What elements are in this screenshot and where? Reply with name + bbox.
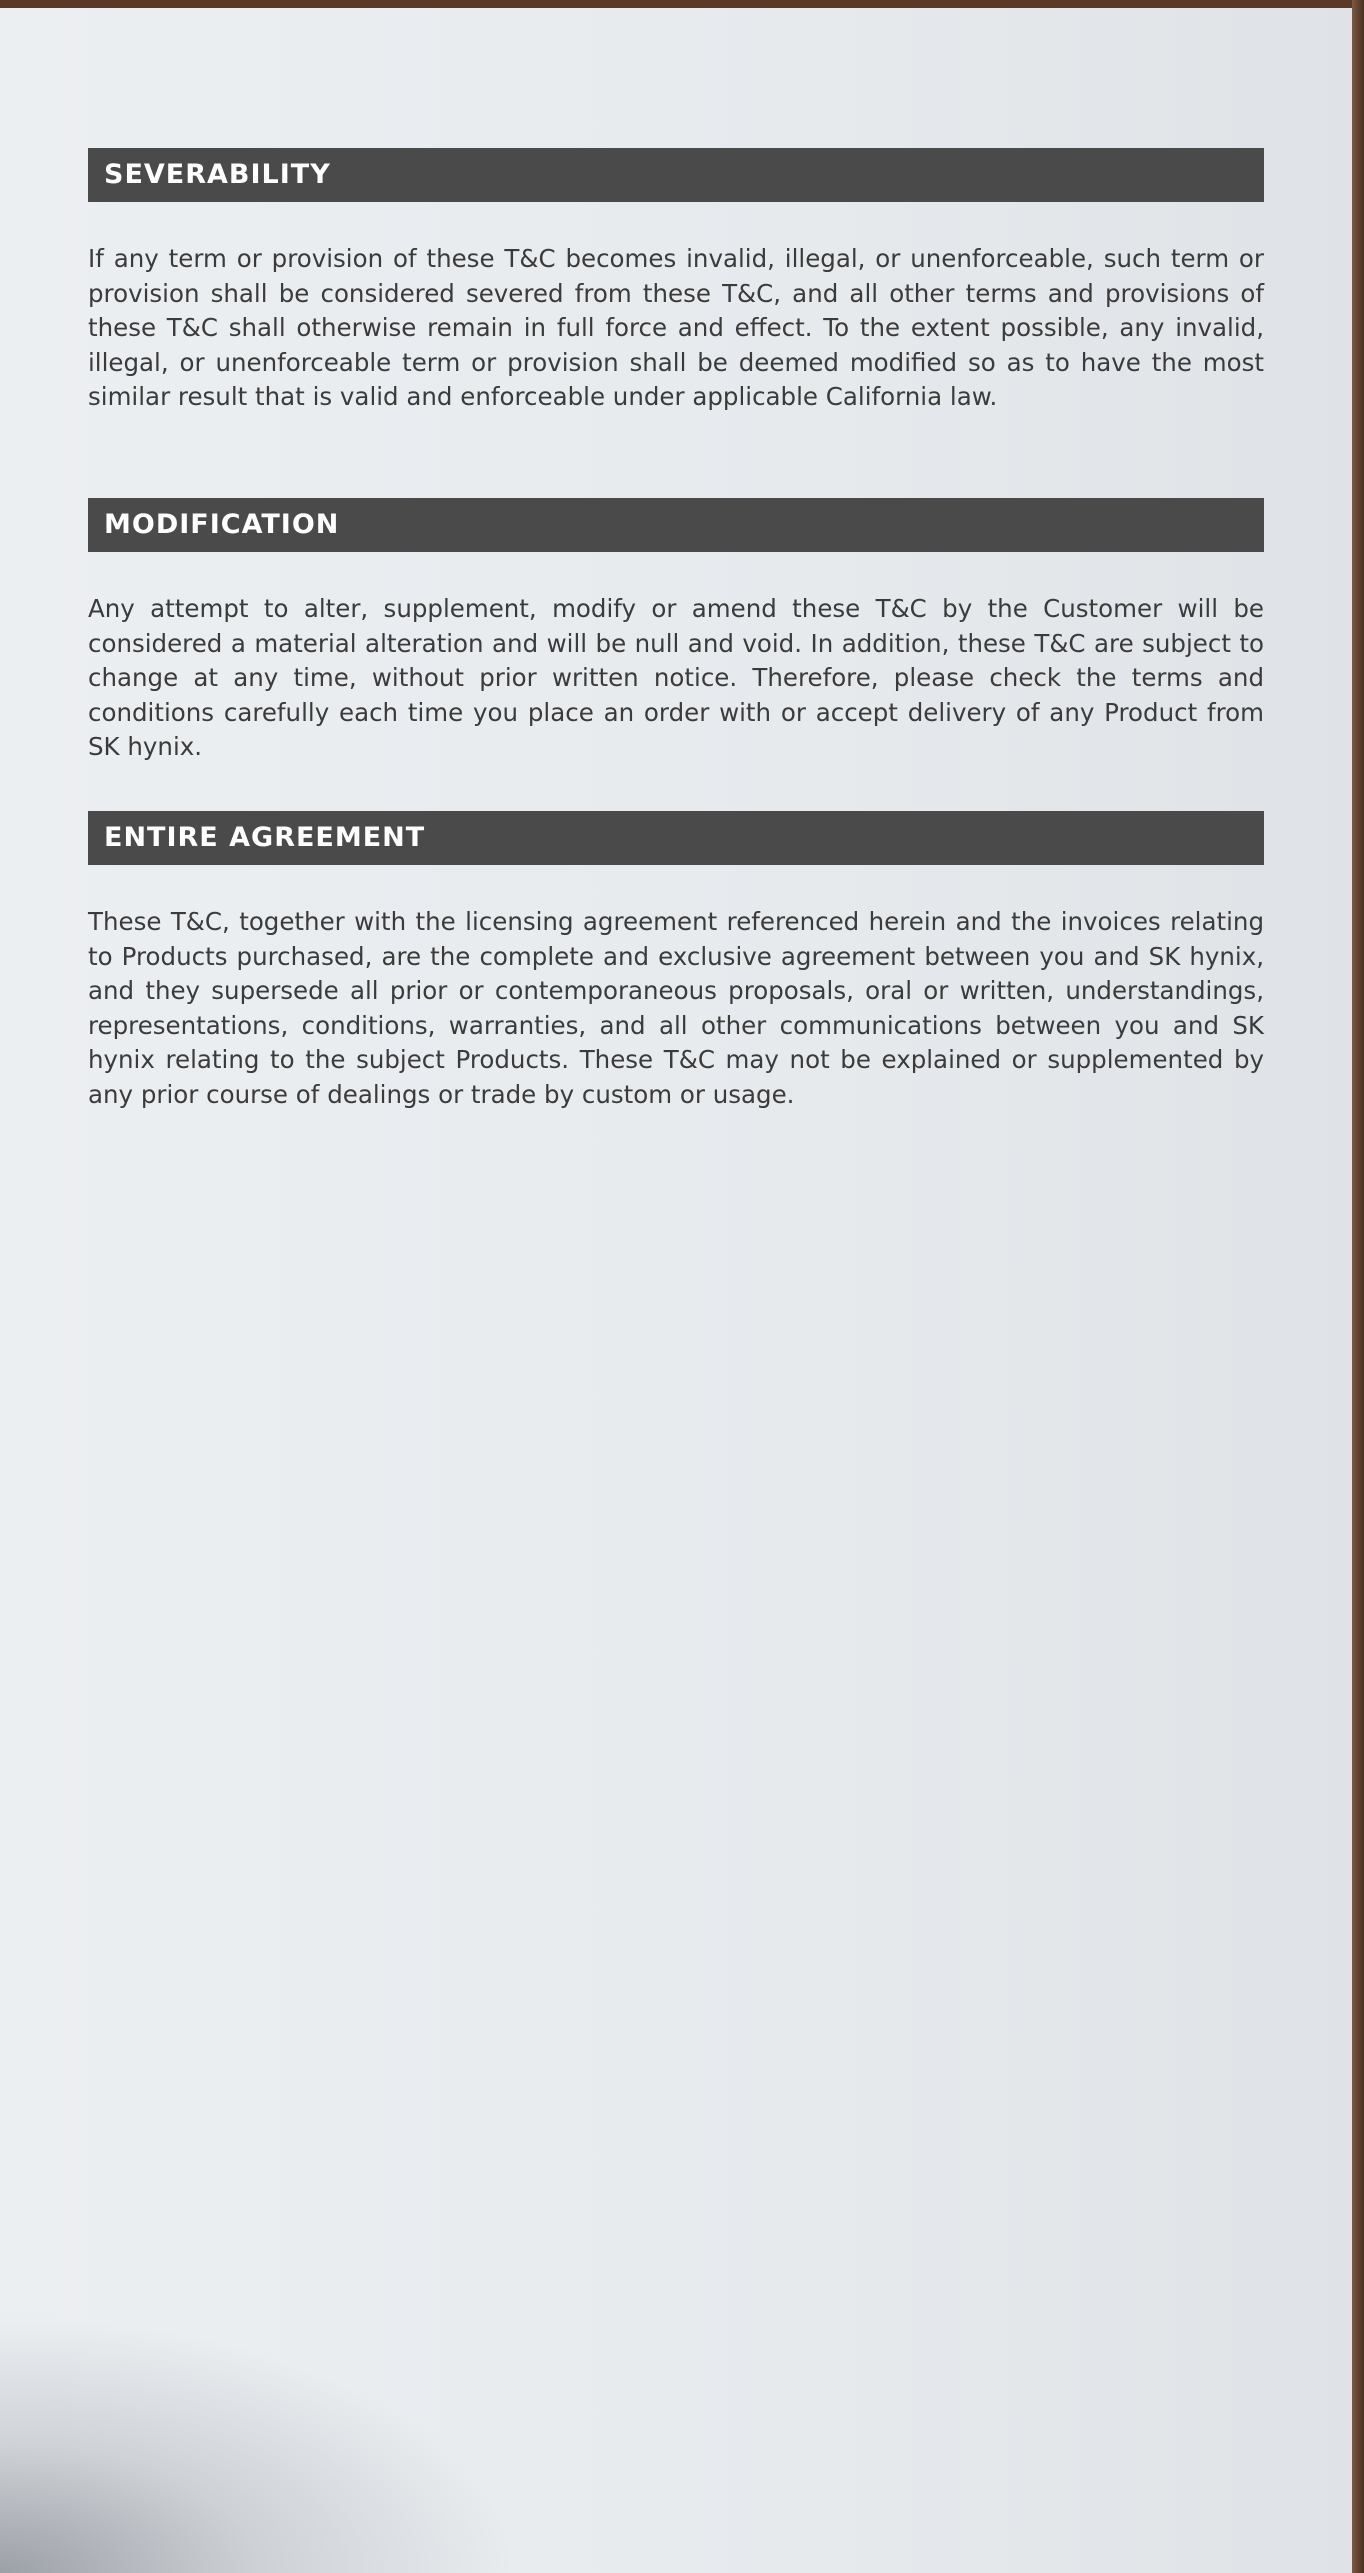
table-background-edge <box>1352 0 1364 2573</box>
section-severability <box>88 148 1264 415</box>
section-heading: ENTIRE AGREEMENT <box>88 811 1264 865</box>
section-heading: MODIFICATION <box>88 498 1264 552</box>
section-modification <box>88 498 1264 765</box>
section-body: Any attempt to alter, supplement, modify or amend these T&C by the Customer will be considered a material alteration and will be null and void. In addition, these T&C are subject to change at any time, without prior written notice. Therefore, please check the terms and conditions carefully each time you place an order with or accept delivery of any Product from SK hynix. <box>88 594 1264 761</box>
section-heading: SEVERABILITY <box>88 148 1264 202</box>
section-body: If any term or provision of these T&C becomes invalid, illegal, or unenforceable, such term or provision shall be considered severed from these T&C, and all other terms and provisions of these T&C shall otherwise remain in full force and effect. To the extent possible, any invalid, illegal, or unenforceable term or provision shall be deemed modified so as to have the most similar result that is valid and enforceable under applicable California law. <box>88 244 1264 411</box>
section-entire-agreement <box>88 811 1264 1112</box>
section-body: These T&C, together with the licensing agreement referenced herein and the invoices relating to Products purchased, are the complete and exclusive agreement between you and SK hynix, and they supersede all prior or contemporaneous proposals, oral or written, understandings, representations, conditions, warranties, and all other communications between you and SK hynix relating to the subject Products. These T&C may not be explained or supplemented by any prior course of dealings or trade by custom or usage. <box>88 907 1264 1109</box>
document-page <box>0 8 1352 2573</box>
photo-shadow <box>0 2313 520 2573</box>
